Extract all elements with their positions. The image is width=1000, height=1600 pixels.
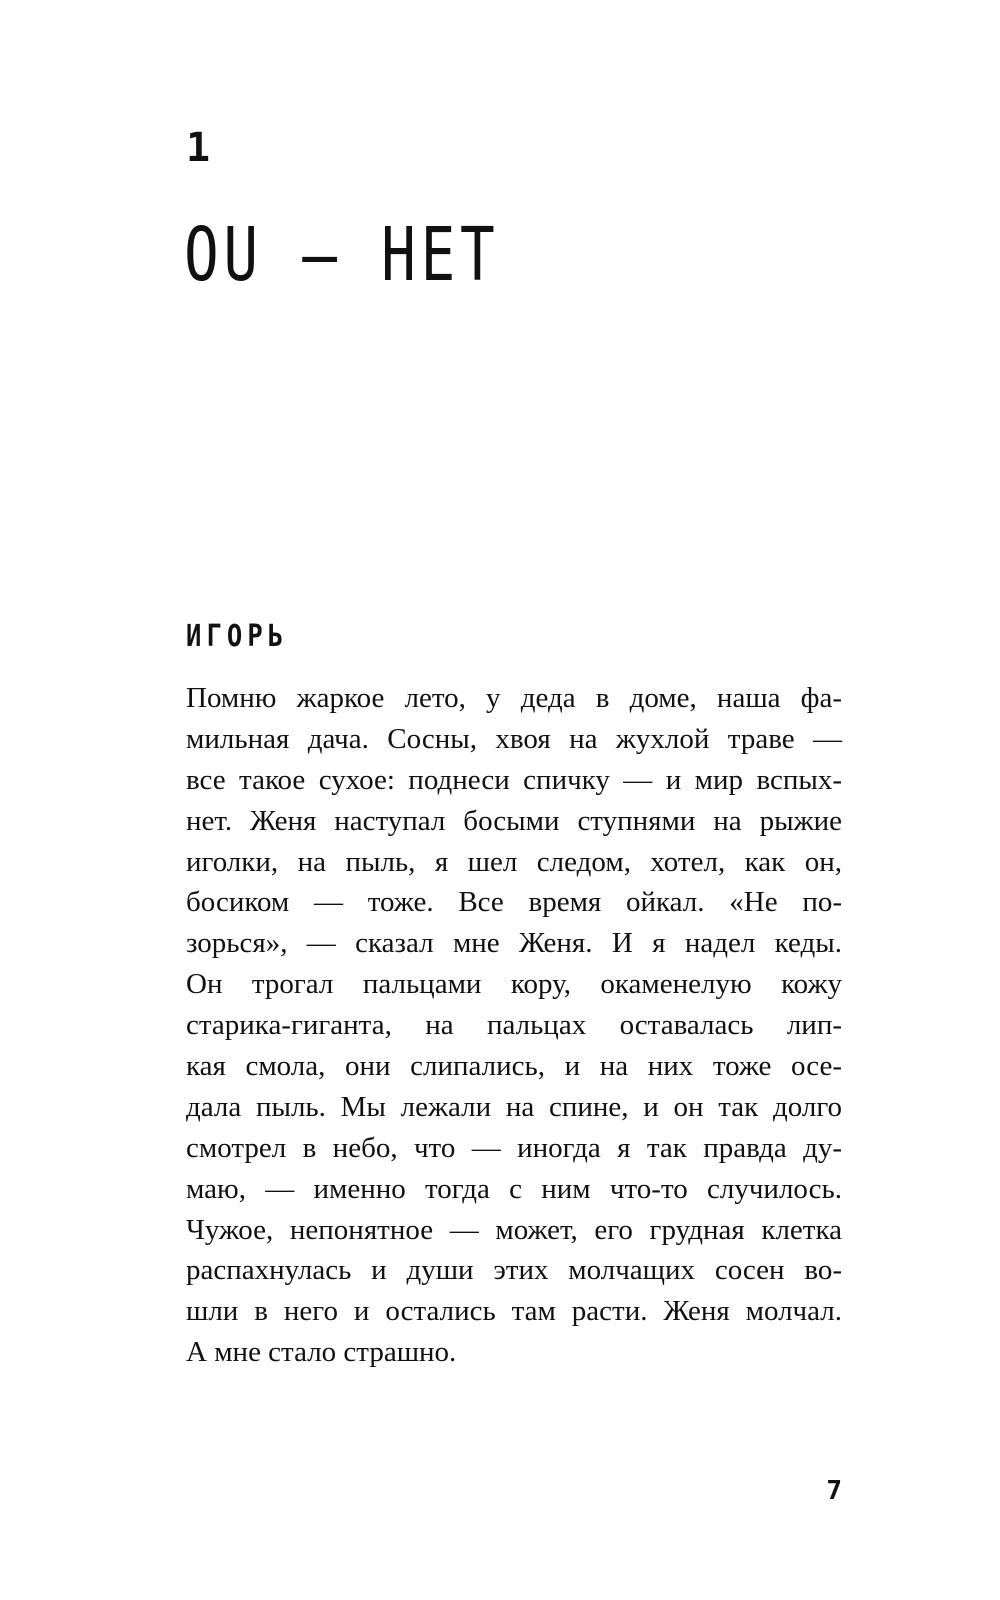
text-line: старика-гиганта, на пальцах оставалась лип-: [186, 1009, 842, 1042]
text-line: распахнулась и души этих молчащих сосен во-: [186, 1254, 842, 1287]
text-line: зорься», — сказал мне Женя. И я надел кеды.: [186, 927, 842, 960]
text-line: маю, — именно тогда с ним что-то случилось.: [186, 1172, 842, 1205]
text-line: Он трогал пальцами кору, окаменелую кожу: [186, 968, 842, 1001]
text-line: нет. Женя наступал босыми ступнями на рыжие: [186, 804, 842, 837]
chapter-title: OU — НЕТ: [184, 212, 500, 298]
text-line: все такое сухое: поднеси спичку — и мир вспых-: [186, 763, 842, 796]
text-line: мильная дача. Сосны, хвоя на жухлой траве —: [186, 722, 842, 755]
text-line: кая смола, они слипались, и на них тоже осе-: [186, 1050, 842, 1083]
text-line: смотрел в небо, что — иногда я так правда ду-: [186, 1131, 842, 1164]
body-paragraph: [186, 678, 842, 1373]
text-line: Помню жаркое лето, у деда в доме, наша фа-: [186, 682, 842, 714]
chapter-number: 1: [186, 125, 211, 171]
text-line: босиком — тоже. Все время ойкал. «Не по-: [186, 886, 842, 919]
page-number: 7: [826, 1476, 842, 1506]
text-line: Чужое, непонятное — может, его грудная клетка: [186, 1213, 842, 1246]
text-line: дала пыль. Мы лежали на спине, и он так долго: [186, 1090, 842, 1123]
speaker-heading: ИГОРЬ: [186, 619, 289, 654]
text-line: шли в него и остались там расти. Женя молчал.: [186, 1295, 842, 1328]
text-line-last: А мне стало страшно.: [186, 1336, 457, 1369]
text-line: иголки, на пыль, я шел следом, хотел, как он,: [186, 845, 842, 878]
